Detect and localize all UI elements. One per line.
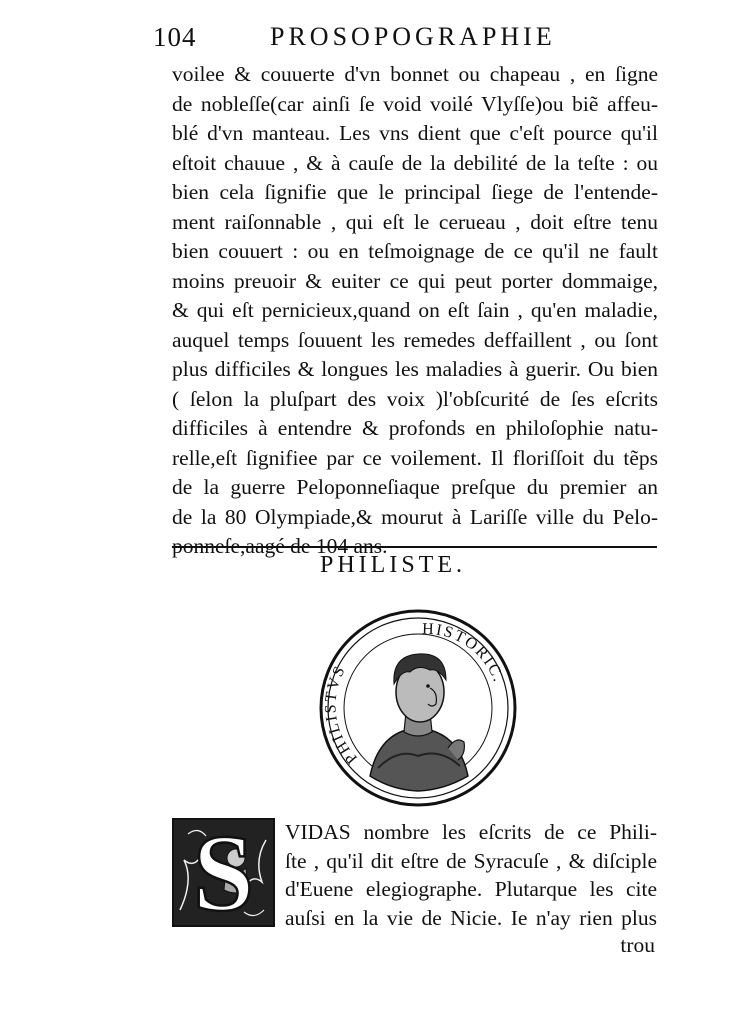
text-line: de nobleſſe(car ainſi ſe void voilé Vlyſſe)ou biẽ affeu- — [172, 91, 658, 116]
portrait-medallion — [318, 608, 518, 808]
text-line: blé d'vn manteau. Les vns dient que c'eſt pource qu'il — [172, 121, 658, 145]
initial-letter: S — [192, 811, 255, 934]
body-paragraph — [172, 60, 658, 562]
text-line: moins preuoir & euiter ce qui peut porter dommaige, — [172, 268, 658, 293]
text-line: ſte , qu'il dit eſtre de Syracuſe , & diſciple — [285, 848, 657, 873]
page-number: 104 — [153, 22, 197, 52]
text-line: plus difficiles & longues les maladies à guerir. Ou bien — [172, 357, 658, 381]
text-line: auquel temps ſouuent les remedes deffaillent , ou ſont — [172, 327, 658, 352]
text-line: eſtoit chauue , & à cauſe de la debilité de la teſte : ou — [172, 150, 658, 175]
section-divider — [172, 546, 657, 548]
biography-paragraph — [285, 818, 657, 932]
text-line: ( ſelon la pluſpart des voix )l'obſcurité de ſes eſcrits — [172, 386, 658, 411]
medallion-inscription-left: PHILISTVS — [322, 662, 361, 767]
text-line: de la 80 Olympiade,& mourut à Lariſſe ville du Pelo- — [172, 504, 658, 529]
text-line: de la guerre Peloponneſiaque preſque du premier an — [172, 475, 658, 499]
text-line: voilee & couuerte d'vn bonnet ou chapeau , en ſigne — [172, 62, 658, 86]
text-line: difficiles à entendre & profonds en philoſophie natu- — [172, 416, 658, 440]
text-line: VIDAS nombre les eſcrits de ce Phili- — [285, 820, 657, 844]
text-line: & qui eſt pernicieux,quand on eſt ſain , qu'en maladie, — [172, 298, 658, 322]
text-line: d'Euene elegiographe. Plutarque les cite — [285, 877, 657, 901]
text-line: ment raiſonnable , qui eſt le cerueau , doit eſtre tenu — [172, 209, 658, 234]
text-line: bien cela ſignifie que le principal ſiege de l'entende- — [172, 180, 658, 204]
catchword: trou — [620, 933, 655, 957]
portrait-medallion-image — [318, 608, 518, 808]
medallion-inscription-right: HISTORIC. — [421, 620, 508, 686]
text-line: auſsi en la vie de Nicie. Ie n'ay rien plus — [285, 905, 657, 930]
section-title: PHILISTE. — [320, 552, 466, 578]
text-line: ponneſe,aagé de 104 ans. — [172, 534, 388, 558]
running-title: PROSOPOGRAPHIE — [270, 22, 556, 51]
decorated-initial — [172, 811, 275, 934]
text-line: relle,eſt ſignifiee par ce voilement. Il floriſſoit du tẽps — [172, 445, 658, 470]
text-line: bien couuert : ou en teſmoignage de ce qu'il ne fault — [172, 239, 658, 263]
